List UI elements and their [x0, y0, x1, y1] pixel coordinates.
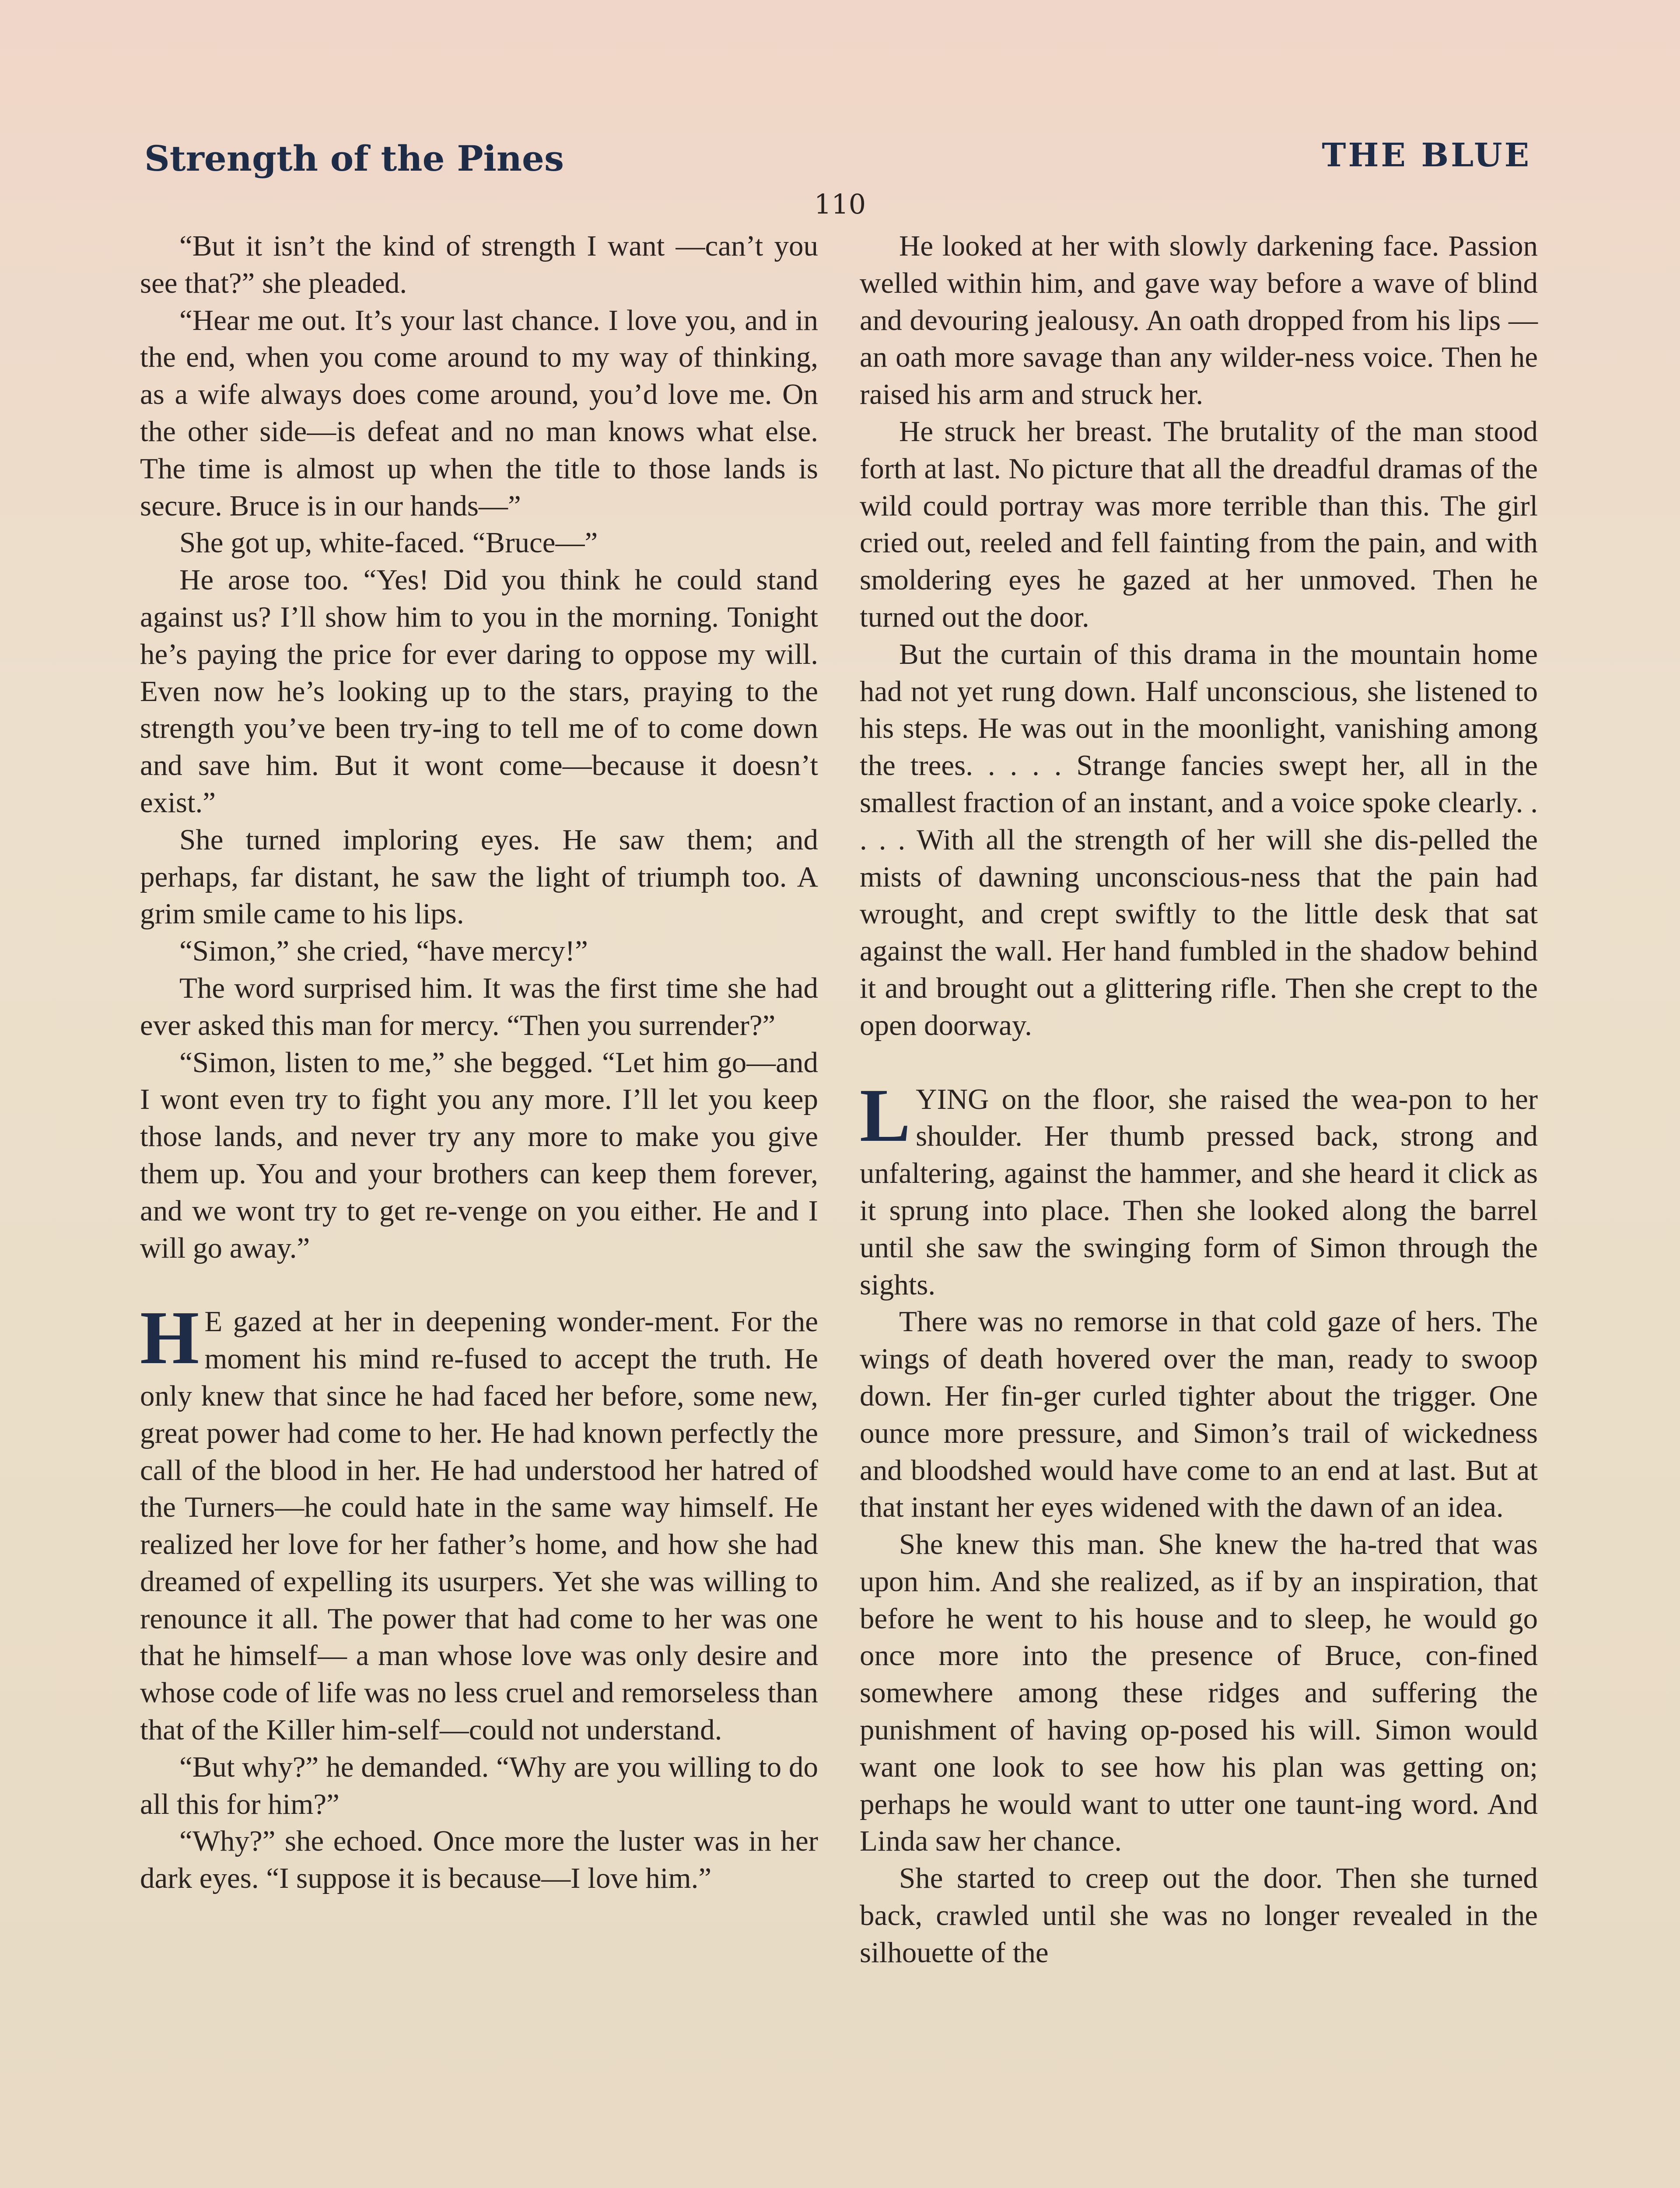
running-title: Strength of the Pines [144, 138, 564, 179]
paragraph: She started to creep out the door. Then she turned back, crawled until she was no longer revealed in the silhouette of the [860, 1862, 1538, 1969]
paragraph: “But it isn’t the kind of strength I want —can’t you see that?” she pleaded. [140, 230, 818, 299]
paragraph: But the curtain of this drama in the mountain home had not yet rung down. Half unconscious, she listened to his steps. He was out in the moonlight, vanishing among the trees. . . . . Strange fancies swept her, all in the smallest fraction of an instant, and a voice spoke clearly. . . . . With all the strength of her will she dis-pelled the mists of dawning unconscious-ness that the pain had wrought, and crept swiftly to the little desk that sat against the wall. Her hand fumbled in the shadow behind it and brought out a glittering rifle. Then she crept to the open doorway. [860, 638, 1538, 1041]
drop-cap-paragraph [140, 1295, 818, 1749]
drop-cap-letter: H [140, 1295, 200, 1380]
page-number: 110 [814, 188, 866, 220]
paragraph: “Simon,” she cried, “have mercy!” [179, 935, 588, 968]
paragraph: He arose too. “Yes! Did you think he could stand against us? I’ll show him to you in the morning. Tonight he’s paying the price for ever daring to oppose my will. Even now he’s looking up to the stars, praying to the strength you’ve been try-ing to tell me of to come down and save him. But it wont come—because it doesn’t exist.” [140, 564, 818, 819]
drop-cap-text: E gazed at her in deepening wonder-ment. For the moment his mind re-fused to accept the truth. He only knew that since he had faced her before, some new, great power had come to her. He had known perfectly the call of the blood in her. He had understood her hatred of the Turners—he could hate in the same way himself. He realized her love for her father’s home, and how she had dreamed of expelling its usurpers. Yet she was willing to renounce it all. The power that had come to her was one that he himself— a man whose love was only desire and whose code of life was no less cruel and remorseless than that of the Killer him-self—could not understand. [140, 1305, 818, 1746]
paragraph: She knew this man. She knew the ha-tred that was upon him. And she realized, as if by an inspiration, that before he went to his house and to sleep, he would go once more into the presence of Bruce, con-fined somewhere among these ridges and suffering the punishment of having op-posed his will. Simon would want one look to see how his plan was getting on; perhaps he would want to utter one taunt-ing word. And Linda saw her chance. [860, 1528, 1538, 1858]
paragraph: He struck her breast. The brutality of the man stood forth at last. No picture that all the dreadful dramas of the wild could portray was more terrible than this. The girl cried out, reeled and fell fainting from the pain, and with smoldering eyes he gazed at her unmoved. Then he turned out the door. [860, 415, 1538, 633]
paragraph: She got up, white-faced. “Bruce—” [179, 526, 598, 559]
drop-cap-letter: L [860, 1073, 911, 1157]
paragraph: She turned imploring eyes. He saw them; and perhaps, far distant, he saw the light of triumph too. A grim smile came to his lips. [140, 823, 818, 930]
drop-cap-text: YING on the floor, she raised the wea-pon to her shoulder. Her thumb pressed back, strong and unfaltering, against the hammer, and she heard it click as it sprung into place. Then she looked along the barrel until she saw the swinging form of Simon through the sights. [860, 1083, 1538, 1301]
paragraph: “Why?” she echoed. Once more the luster was in her dark eyes. “I suppose it is because—I love him.” [140, 1825, 818, 1895]
paragraph: “Hear me out. It’s your last chance. I love you, and in the end, when you come around to my way of thinking, as a wife always does come around, you’d love me. On the other side—is defeat and no man knows what else. The time is almost up when the title to those lands is secure. Bruce is in our hands—” [140, 304, 818, 522]
paragraph: The word surprised him. It was the first time she had ever asked this man for mercy. “Then you surrender?” [140, 971, 818, 1041]
left-column [140, 228, 818, 1897]
paragraph: He looked at her with slowly darkening face. Passion welled within him, and gave way before a wave of blind and devouring jealousy. An oath dropped from his lips —an oath more savage than any wilder-ness voice. Then he raised his arm and struck her. [860, 230, 1538, 411]
drop-cap-paragraph [860, 1073, 1538, 1304]
magazine-name: THE BLUE [1322, 137, 1531, 174]
paragraph: There was no remorse in that cold gaze of hers. The wings of death hovered over the man, ready to swoop down. Her fin-ger curled tighter about the trigger. One ounce more pressure, and Simon’s trail of wickedness and bloodshed would have come to an end at last. But at that instant her eyes widened with the dawn of an idea. [860, 1305, 1538, 1524]
paragraph: “But why?” he demanded. “Why are you willing to do all this for him?” [140, 1750, 818, 1820]
right-column [860, 228, 1538, 1971]
paragraph: “Simon, listen to me,” she begged. “Let him go—and I wont even try to fight you any more. I’ll let you keep those lands, and never try any more to make you give them up. You and your brothers can keep them forever, and we wont try to get re-venge on you either. He and I will go away.” [140, 1046, 818, 1264]
